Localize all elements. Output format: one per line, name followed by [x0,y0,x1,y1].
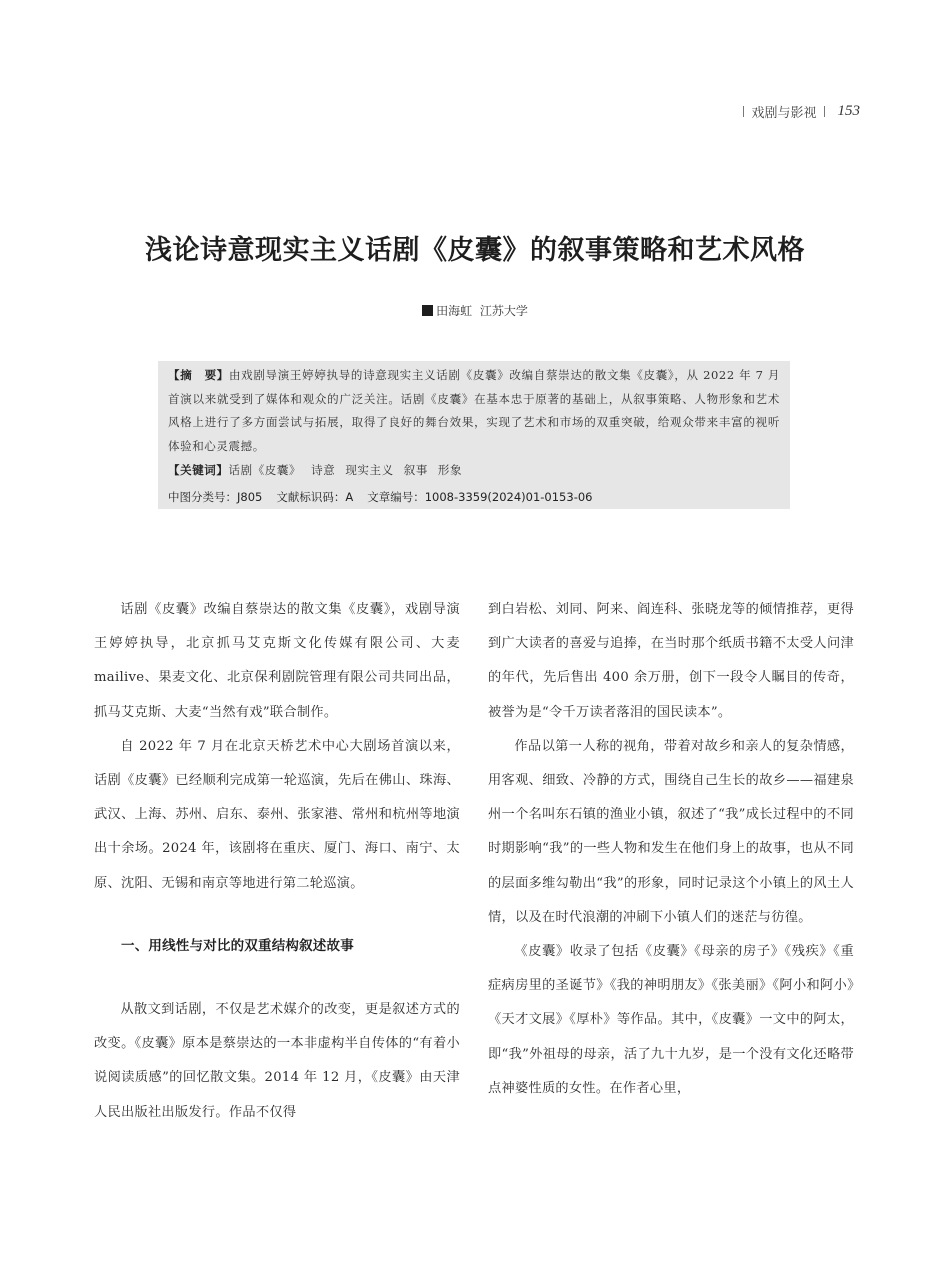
page-number: 153 [837,103,860,119]
abstract-box [158,361,790,509]
clc-number: 中图分类号：J805 [168,490,263,504]
author-marker-icon [422,305,433,316]
left-column [94,593,460,1130]
body-paragraph: 作品以第一人称的视角，带着对故乡和亲人的复杂情感，用客观、细致、冷静的方式，围绕自己生长的故乡——福建泉州一个名叫东石镇的渔业小镇，叙述了“我”成长过程中的不同时期影响“我”的一些人物和发生在他们身上的故事，也从不同的层面多维勾勒出“我”的形象，同时记录这个小镇上的风土人情，以及在时代浪潮的冲刷下小镇人们的迷茫与彷徨。 [488,738,854,925]
classification-line [168,486,780,508]
running-head-section: 戏剧与影视 [751,106,817,121]
author-line [0,302,950,319]
running-head [736,102,860,121]
keyword-item: 现实主义 [345,463,394,477]
keyword-item: 叙事 [403,463,428,477]
keywords [168,458,780,482]
body-paragraph: 从散文到话剧，不仅是艺术媒介的改变，更是叙述方式的改变。《皮囊》原本是蔡崇达的一本非虚构半自传体的“有着小说阅读质感”的回忆散文集。2014 年 12 月，《皮囊》由天津人民出版社出版发行。作品不仅得 [94,1002,460,1120]
body-paragraph: 自 2022 年 7 月在北京天桥艺术中心大剧场首演以来，话剧《皮囊》已经顺利完成第一轮巡演，先后在佛山、珠海、武汉、上海、苏州、启东、泰州、张家港、常州和杭州等地演出十余场。2024 年，该剧将在重庆、厦门、海口、南宁、太原、沈阳、无锡和南京等地进行第二轮巡演。 [94,738,460,891]
article-title: 浅论诗意现实主义话剧《皮囊》的叙事策略和艺术风格 [145,235,805,266]
article-number: 文章编号：1008-3359(2024)01-0153-06 [367,490,593,504]
running-head-divider [743,106,744,117]
document-code: 文献标识码：A [276,490,354,504]
keyword-item: 话剧《皮囊》 [228,463,302,477]
abstract-label: 【摘 要】 [168,368,229,382]
body-paragraph: 话剧《皮囊》改编自蔡崇达的散文集《皮囊》，戏剧导演王婷婷执导，北京抓马艾克斯文化传媒有限公司、大麦 mailive、果麦文化、北京保利剧院管理有限公司共同出品，抓马艾克斯、大麦“当然有戏”联合制作。 [94,602,460,720]
abstract-text: 由戏剧导演王婷婷执导的诗意现实主义话剧《皮囊》改编自蔡崇达的散文集《皮囊》，从 2022 年 7 月首演以来就受到了媒体和观众的广泛关注。话剧《皮囊》在基本忠于原著的基础上，从叙事策略、人物形象和艺术风格上进行了多方面尝试与拓展，取得了良好的舞台效果，实现了艺术和市场的双重突破，给观众带来丰富的视听体验和心灵震撼。 [168,368,781,453]
author-name: 田海虹 [436,304,473,318]
keyword-item: 形象 [437,463,463,477]
keywords-label: 【关键词】 [168,463,229,477]
keyword-item: 诗意 [311,463,336,477]
body-paragraph: 《皮囊》收录了包括《皮囊》《母亲的房子》《残疾》《重症病房里的圣诞节》《我的神明朋友》《张美丽》《阿小和阿小》《天才文展》《厚朴》等作品。其中，《皮囊》一文中的阿太，即“我”外祖母的母亲，活了九十九岁，是一个没有文化还略带点神婆性质的女性。在作者心里， [488,944,854,1096]
right-column [488,593,854,1106]
running-head-divider [824,106,825,117]
body-paragraph: 到白岩松、刘同、阿来、阎连科、张晓龙等的倾情推荐，更得到广大读者的喜爱与追捧，在当时那个纸质书籍不太受人问津的年代，先后售出 400 余万册，创下一段令人瞩目的传奇，被誉为是“令千万读者落泪的国民读本”。 [488,602,854,720]
author-affiliation: 江苏大学 [479,304,528,318]
section-heading: 一、用线性与对比的双重结构叙述故事 [121,937,354,954]
abstract [168,364,780,458]
